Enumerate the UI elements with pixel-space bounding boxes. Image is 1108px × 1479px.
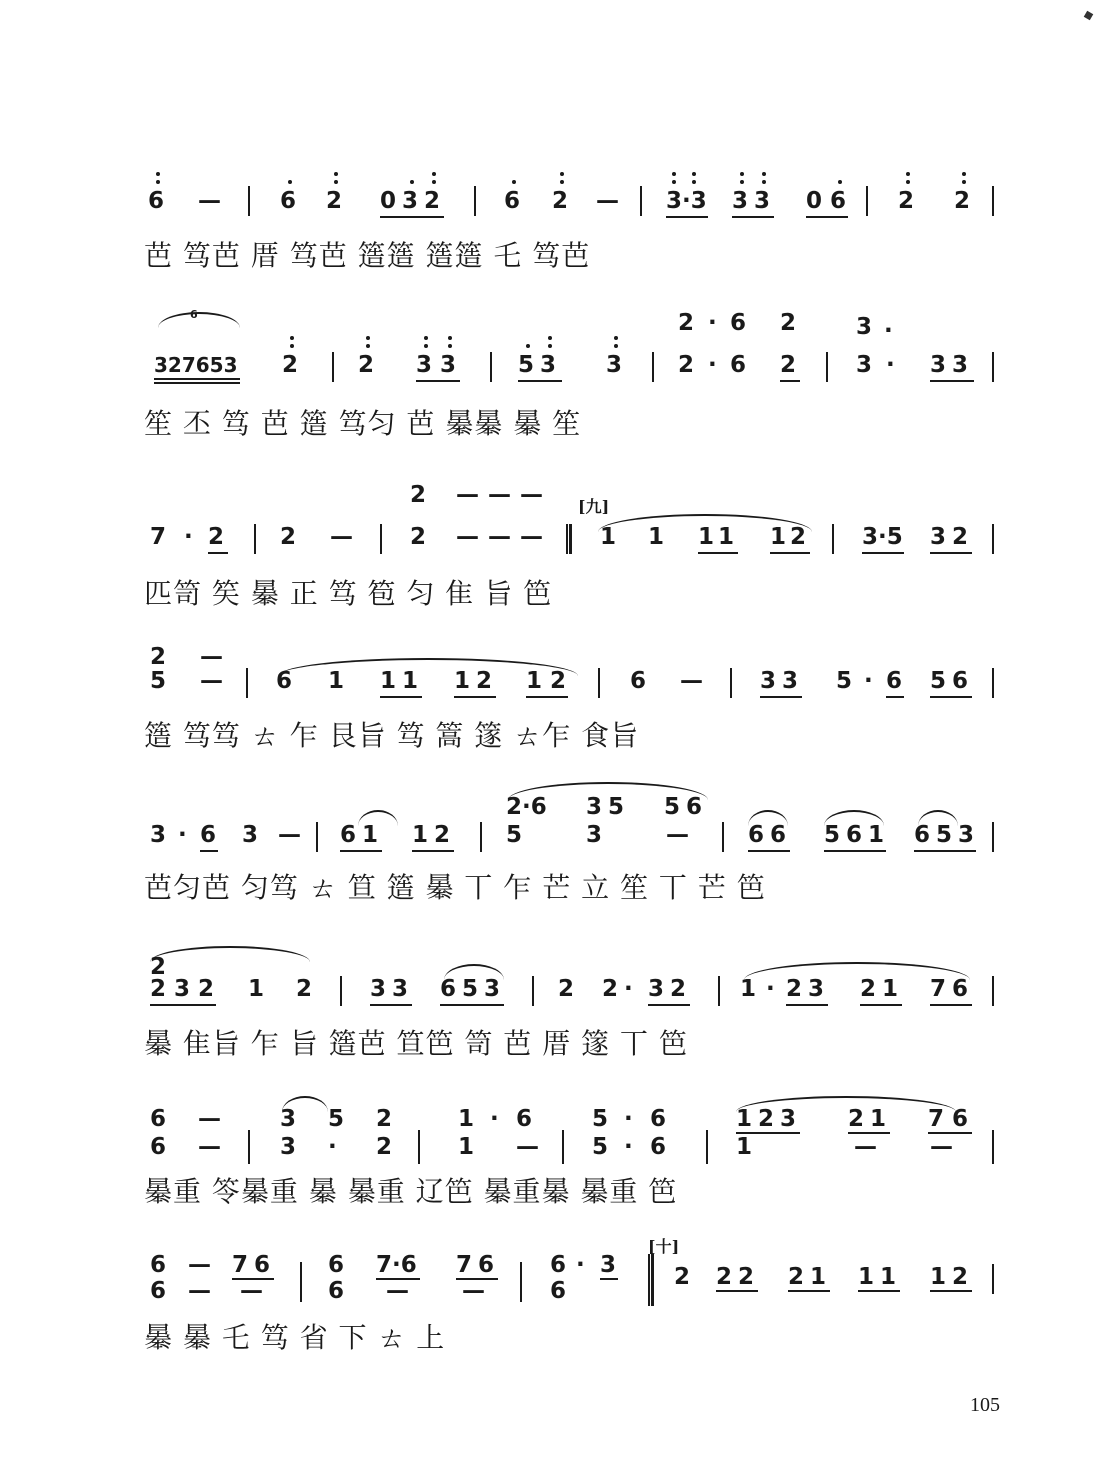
dash: — (198, 1106, 221, 1132)
note: 3 (586, 822, 603, 848)
note: 1 (454, 668, 471, 694)
note: 2 (952, 1264, 969, 1290)
tablature-row-4 (140, 710, 1000, 770)
tablature-text: 曓 曓 乇 笃 省 下 ㄊ 上 (144, 1321, 446, 1354)
note: 1 (526, 668, 543, 694)
note: 6 (650, 1106, 667, 1132)
note: 2 (786, 976, 803, 1002)
note: 6 (150, 1252, 167, 1278)
note: 2 (758, 1106, 775, 1132)
tablature-text: 笙 丕 笃 芭 簉 笃匀 芭 曓曓 曓 笙 (144, 407, 582, 440)
note: 3 (484, 976, 501, 1002)
note: 3 (930, 352, 947, 378)
note: 6 (846, 822, 863, 848)
note: 3 (760, 668, 777, 694)
tablature-text: 芭 笃芭 厝 笃芭 簉簉 簉簉 乇 笃芭 (144, 239, 591, 272)
tablature-row-7 (140, 1166, 1000, 1226)
upper-note: 2 (150, 644, 167, 670)
note: 3 (808, 976, 825, 1002)
lower-dash: — (854, 1134, 877, 1160)
note: 2 (716, 1264, 733, 1290)
note: 2 (550, 668, 567, 694)
note: 2 (434, 822, 451, 848)
lower-note: 6 (150, 1134, 167, 1160)
note: 2 (282, 352, 299, 378)
note: 2 (410, 524, 427, 550)
note: 2 (198, 976, 215, 1002)
note: 2 (296, 976, 313, 1002)
note: 1 (880, 1264, 897, 1290)
note: 2 (954, 188, 971, 214)
note: 6 (276, 668, 293, 694)
note: 7·6 (376, 1252, 417, 1278)
upper-note: 5 (664, 794, 681, 820)
note: 3 (732, 188, 749, 214)
note: 6 (478, 1252, 495, 1278)
note: 5 (936, 822, 953, 848)
note: 2 (602, 976, 619, 1002)
tablature-text: 芭匀芭 匀笃 ㄊ 笪 簉 曓 丅 乍 芒 立 笙 丅 芒 笆 (144, 871, 766, 904)
dot: · (184, 524, 193, 550)
tablature-text: 簉 笃笃 ㄊ 乍 艮旨 笃 篙 篴 ㄊ乍 食旨 (144, 719, 640, 752)
note: 1 (858, 1264, 875, 1290)
note: 1 (740, 976, 757, 1002)
note: 6 (952, 1106, 969, 1132)
dash: — (596, 188, 619, 214)
note: 1 (362, 822, 379, 848)
upper-note: 2 (410, 482, 427, 508)
lower-dash: — (930, 1134, 953, 1160)
lower-note: 1 (458, 1134, 475, 1160)
upper-note: 3 (586, 794, 603, 820)
note: 1 (810, 1264, 827, 1290)
note: 6 (328, 1252, 345, 1278)
note: 6 (952, 668, 969, 694)
note: 1 (736, 1106, 753, 1132)
note: 1 (870, 1106, 887, 1132)
dot: · (766, 976, 775, 1002)
note: 1 (412, 822, 429, 848)
note: 2 (558, 976, 575, 1002)
note: 1 (458, 1106, 475, 1132)
lower-note: 1 (736, 1134, 753, 1160)
note: 2 (476, 668, 493, 694)
note: 2 (952, 524, 969, 550)
note: 1 (882, 976, 899, 1002)
note: 5 (462, 976, 479, 1002)
page-number: 105 (970, 1394, 1000, 1416)
dot: · (886, 352, 895, 378)
note: 6 (148, 188, 165, 214)
dash: — (188, 1252, 211, 1278)
note: 2 (790, 524, 807, 550)
note: 3 (930, 524, 947, 550)
tablature-text: 匹笥 笶 曓 正 笃 笣 匀 隹 旨 笆 (144, 577, 553, 610)
note: 1 (648, 524, 665, 550)
lower-dash: — (198, 1134, 221, 1160)
note: 7 (930, 976, 947, 1002)
note: 1 (930, 1264, 947, 1290)
note: 3 (754, 188, 771, 214)
note: 6 (914, 822, 931, 848)
lower-note: 6 (150, 1278, 167, 1304)
lower-dash: — (188, 1278, 211, 1304)
note: 2 (376, 1106, 393, 1132)
note: 2 (326, 188, 343, 214)
dash: — (488, 524, 511, 550)
note: 1 (718, 524, 735, 550)
dash: — (520, 524, 543, 550)
note: 7 (232, 1252, 249, 1278)
grace-number: 6 (190, 308, 198, 321)
dash: — (278, 822, 301, 848)
upper-dot: · (708, 310, 717, 336)
note: 6 (280, 188, 297, 214)
note: 6 (340, 822, 357, 848)
note: 6 (504, 188, 521, 214)
note: 3 (600, 1252, 617, 1278)
note: 6 (150, 1106, 167, 1132)
note: 6 (440, 976, 457, 1002)
upper-dot: · (884, 318, 893, 344)
note: 2 (780, 352, 797, 378)
note: 3 (440, 352, 457, 378)
upper-note: 6 (730, 310, 747, 336)
upper-dash: — (200, 644, 223, 670)
note: 2 (552, 188, 569, 214)
note: 3·3 (666, 188, 707, 214)
dash: — (330, 524, 353, 550)
note: 3 (952, 352, 969, 378)
note: 7 (150, 524, 167, 550)
dash: — (200, 668, 223, 694)
note: 6 (550, 1252, 567, 1278)
dot: · (708, 352, 717, 378)
upper-dash: — (456, 482, 479, 508)
note: 1 (380, 668, 397, 694)
dash: — (198, 188, 221, 214)
upper-dash: — (488, 482, 511, 508)
dot: · (624, 1106, 633, 1132)
note: 3 (780, 1106, 797, 1132)
upper-note: 2·6 (506, 794, 547, 820)
note: 1 (698, 524, 715, 550)
dot: · (576, 1252, 585, 1278)
section-label: [十] (648, 1237, 680, 1256)
staff-2 (140, 290, 1000, 400)
tablature-text: 曓 隹旨 乍 旨 簉芭 笪笆 笥 芭 厝 篴 丅 笆 (144, 1027, 688, 1060)
note: 2 (670, 976, 687, 1002)
note: 6 (748, 822, 765, 848)
note: 3 (540, 352, 557, 378)
dot: · (864, 668, 873, 694)
note: 3 (280, 1106, 297, 1132)
section-label: [九] (578, 497, 610, 516)
note: 1 (402, 668, 419, 694)
note: 3 (392, 976, 409, 1002)
upper-note: 6 (686, 794, 703, 820)
note: 2 (860, 976, 877, 1002)
tablature-row-2 (140, 398, 1000, 458)
dash: — (666, 822, 689, 848)
note: 2 (738, 1264, 755, 1290)
note: 3 (242, 822, 259, 848)
tablature-row-3 (140, 568, 1000, 628)
upper-note: 2 (780, 310, 797, 336)
note: 2 (150, 976, 167, 1002)
note: 2 (848, 1106, 865, 1132)
note: 1 (600, 524, 617, 550)
lower-dash: — (386, 1278, 409, 1304)
note: 1 (868, 822, 885, 848)
dash: — (680, 668, 703, 694)
note: 5 (518, 352, 535, 378)
note: 6 (516, 1106, 533, 1132)
note: 5 (824, 822, 841, 848)
lower-note: 3 (280, 1134, 297, 1160)
note: 2 (788, 1264, 805, 1290)
lower-note: 2 (376, 1134, 393, 1160)
note: 1 (328, 668, 345, 694)
note: 5 (592, 1106, 609, 1132)
note: 6 (770, 822, 787, 848)
lower-dash: — (240, 1278, 263, 1304)
tablature-text: 曓重 笭曓重 曓 曓重 辽笆 曓重曓 曓重 笆 (144, 1175, 678, 1208)
note: 3 (606, 352, 623, 378)
note: 3 (856, 352, 873, 378)
upper-note: 2 (678, 310, 695, 336)
note: 2 (674, 1264, 691, 1290)
note: 3 (416, 352, 433, 378)
note: 5 (836, 668, 853, 694)
note: 2 (208, 524, 225, 550)
note: 2 (424, 188, 441, 214)
corner-mark (1084, 11, 1094, 21)
dot: · (624, 976, 633, 1002)
note: 3 (370, 976, 387, 1002)
note: 7 (928, 1106, 945, 1132)
lower-dot: · (328, 1134, 337, 1160)
lower-note: 6 (550, 1278, 567, 1304)
note: 3 (174, 976, 191, 1002)
note: 7 (456, 1252, 473, 1278)
note: 6 (830, 188, 847, 214)
dash: — (456, 524, 479, 550)
lower-dot: · (624, 1134, 633, 1160)
note: 6 (730, 352, 747, 378)
dot: · (178, 822, 187, 848)
note: 5 (930, 668, 947, 694)
note: 5 (506, 822, 523, 848)
lower-note: 5 (592, 1134, 609, 1160)
lower-note: 6 (328, 1278, 345, 1304)
note: 6 (200, 822, 217, 848)
note: 2 (678, 352, 695, 378)
note: 5 (150, 668, 167, 694)
note: 3 (782, 668, 799, 694)
tablature-row-5 (140, 862, 1000, 922)
note: 3 (402, 188, 419, 214)
note: 2 (280, 524, 297, 550)
note-group: 327653 (154, 353, 238, 377)
note: 6 (886, 668, 903, 694)
note: 0 (380, 188, 397, 214)
upper-note: 2 (150, 954, 167, 980)
staff-3 (140, 458, 1000, 568)
note: 3 (648, 976, 665, 1002)
tablature-row-1 (140, 230, 1000, 290)
lower-dash: — (462, 1278, 485, 1304)
note: 2 (358, 352, 375, 378)
note: 3 (150, 822, 167, 848)
note: 5 (328, 1106, 345, 1132)
note: 3 (958, 822, 975, 848)
lower-dash: — (516, 1134, 539, 1160)
note: 1 (248, 976, 265, 1002)
note: 2 (898, 188, 915, 214)
note: 6 (254, 1252, 271, 1278)
upper-dash: — (520, 482, 543, 508)
tablature-row-8 (140, 1312, 1000, 1372)
dot: · (490, 1106, 499, 1132)
lower-note: 6 (650, 1134, 667, 1160)
note: 6 (630, 668, 647, 694)
note: 3·5 (862, 524, 903, 550)
upper-note: 5 (608, 794, 625, 820)
upper-note: 3 (856, 314, 873, 340)
note: 6 (952, 976, 969, 1002)
note: 0 (806, 188, 823, 214)
note: 1 (770, 524, 787, 550)
tablature-row-6 (140, 1018, 1000, 1078)
